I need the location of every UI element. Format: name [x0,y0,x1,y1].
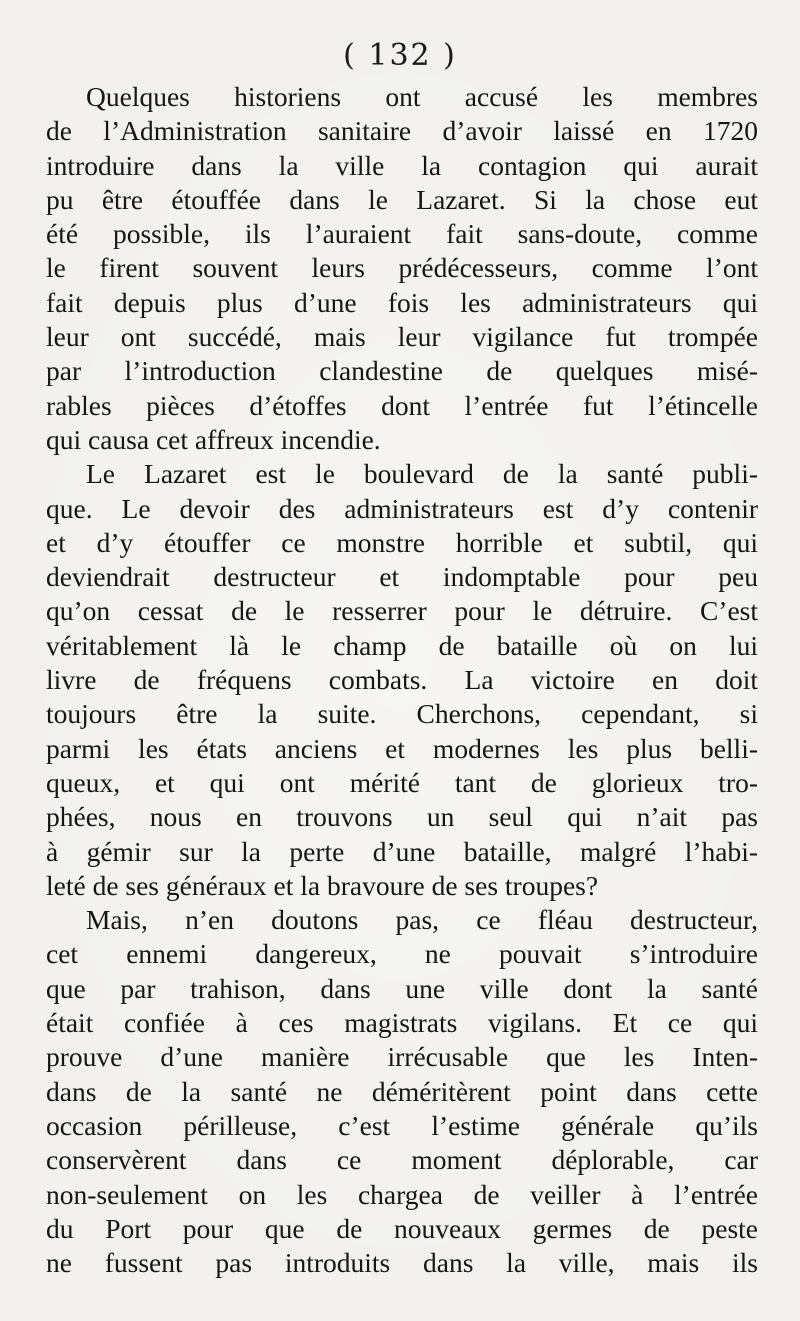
text-line: de l’Administration sanitaire d’avoir laissé en 1720 [46,115,758,147]
text-line: que. Le devoir des administrateurs est d’y contenir [46,492,758,524]
text-line: deviendrait destructeur et indomptable pour peu [46,561,758,593]
body-text [46,80,758,1280]
text-line: à gémir sur la perte d’une bataille, malgré l’habi- [46,835,758,867]
text-line: phées, nous en trouvons un seul qui n’ait pas [46,801,758,833]
text-line: qui causa cet affreux incendie. [46,423,381,455]
paragraph-2 [46,457,758,903]
text-line: était confiée à ces magistrats vigilans. Et ce qui [46,1007,758,1039]
page-number: ( 132 ) [343,38,457,73]
text-line: été possible, ils l’auraient fait sans-doute, comme [46,218,758,250]
text-line: non-seulement on les chargea de veiller à l’entrée [46,1178,758,1210]
text-line: Mais, n’en doutons pas, ce fléau destructeur, [86,904,758,936]
text-line: rables pièces d’étoffes dont l’entrée fut l’étincelle [46,389,758,421]
text-line: Le Lazaret est le boulevard de la santé publi- [86,458,758,490]
paragraph-3 [46,903,758,1280]
text-line: dans de la santé ne déméritèrent point dans cette [46,1075,758,1107]
text-line: qu’on cessat de le resserrer pour le détruire. C’est [46,595,758,627]
text-line: du Port pour que de nouveaux germes de peste [46,1212,758,1244]
text-line: toujours être la suite. Cherchons, cependant, si [46,698,758,730]
text-line: cet ennemi dangereux, ne pouvait s’introduire [46,938,758,970]
text-line: introduire dans la ville la contagion qui aurait [46,149,758,181]
text-line: conservèrent dans ce moment déplorable, car [46,1144,758,1176]
text-line: fait depuis plus d’une fois les administrateurs qui [46,286,758,318]
text-line: livre de fréquens combats. La victoire en doit [46,664,758,696]
text-line: que par trahison, dans une ville dont la santé [46,972,758,1004]
text-line: leur ont succédé, mais leur vigilance fut trompée [46,321,758,353]
text-line: le firent souvent leurs prédécesseurs, comme l’ont [46,252,758,284]
text-line: ne fussent pas introduits dans la ville, mais ils [46,1247,758,1279]
text-line: prouve d’une manière irrécusable que les Inten- [46,1041,758,1073]
text-line: occasion périlleuse, c’est l’estime générale qu’ils [46,1109,758,1141]
text-line: véritablement là le champ de bataille où on lui [46,629,758,661]
paragraph-1 [46,80,758,457]
text-line: pu être étouffée dans le Lazaret. Si la chose eut [46,183,758,215]
text-line: queux, et qui ont mérité tant de glorieux tro- [46,766,758,798]
text-line: par l’introduction clandestine de quelques misé- [46,355,758,387]
text-line: et d’y étouffer ce monstre horrible et subtil, qui [46,526,758,558]
text-line: leté de ses généraux et la bravoure de ses troupes? [46,869,599,901]
text-line: parmi les états anciens et modernes les plus belli- [46,732,758,764]
text-line: Quelques historiens ont accusé les membres [86,81,758,112]
